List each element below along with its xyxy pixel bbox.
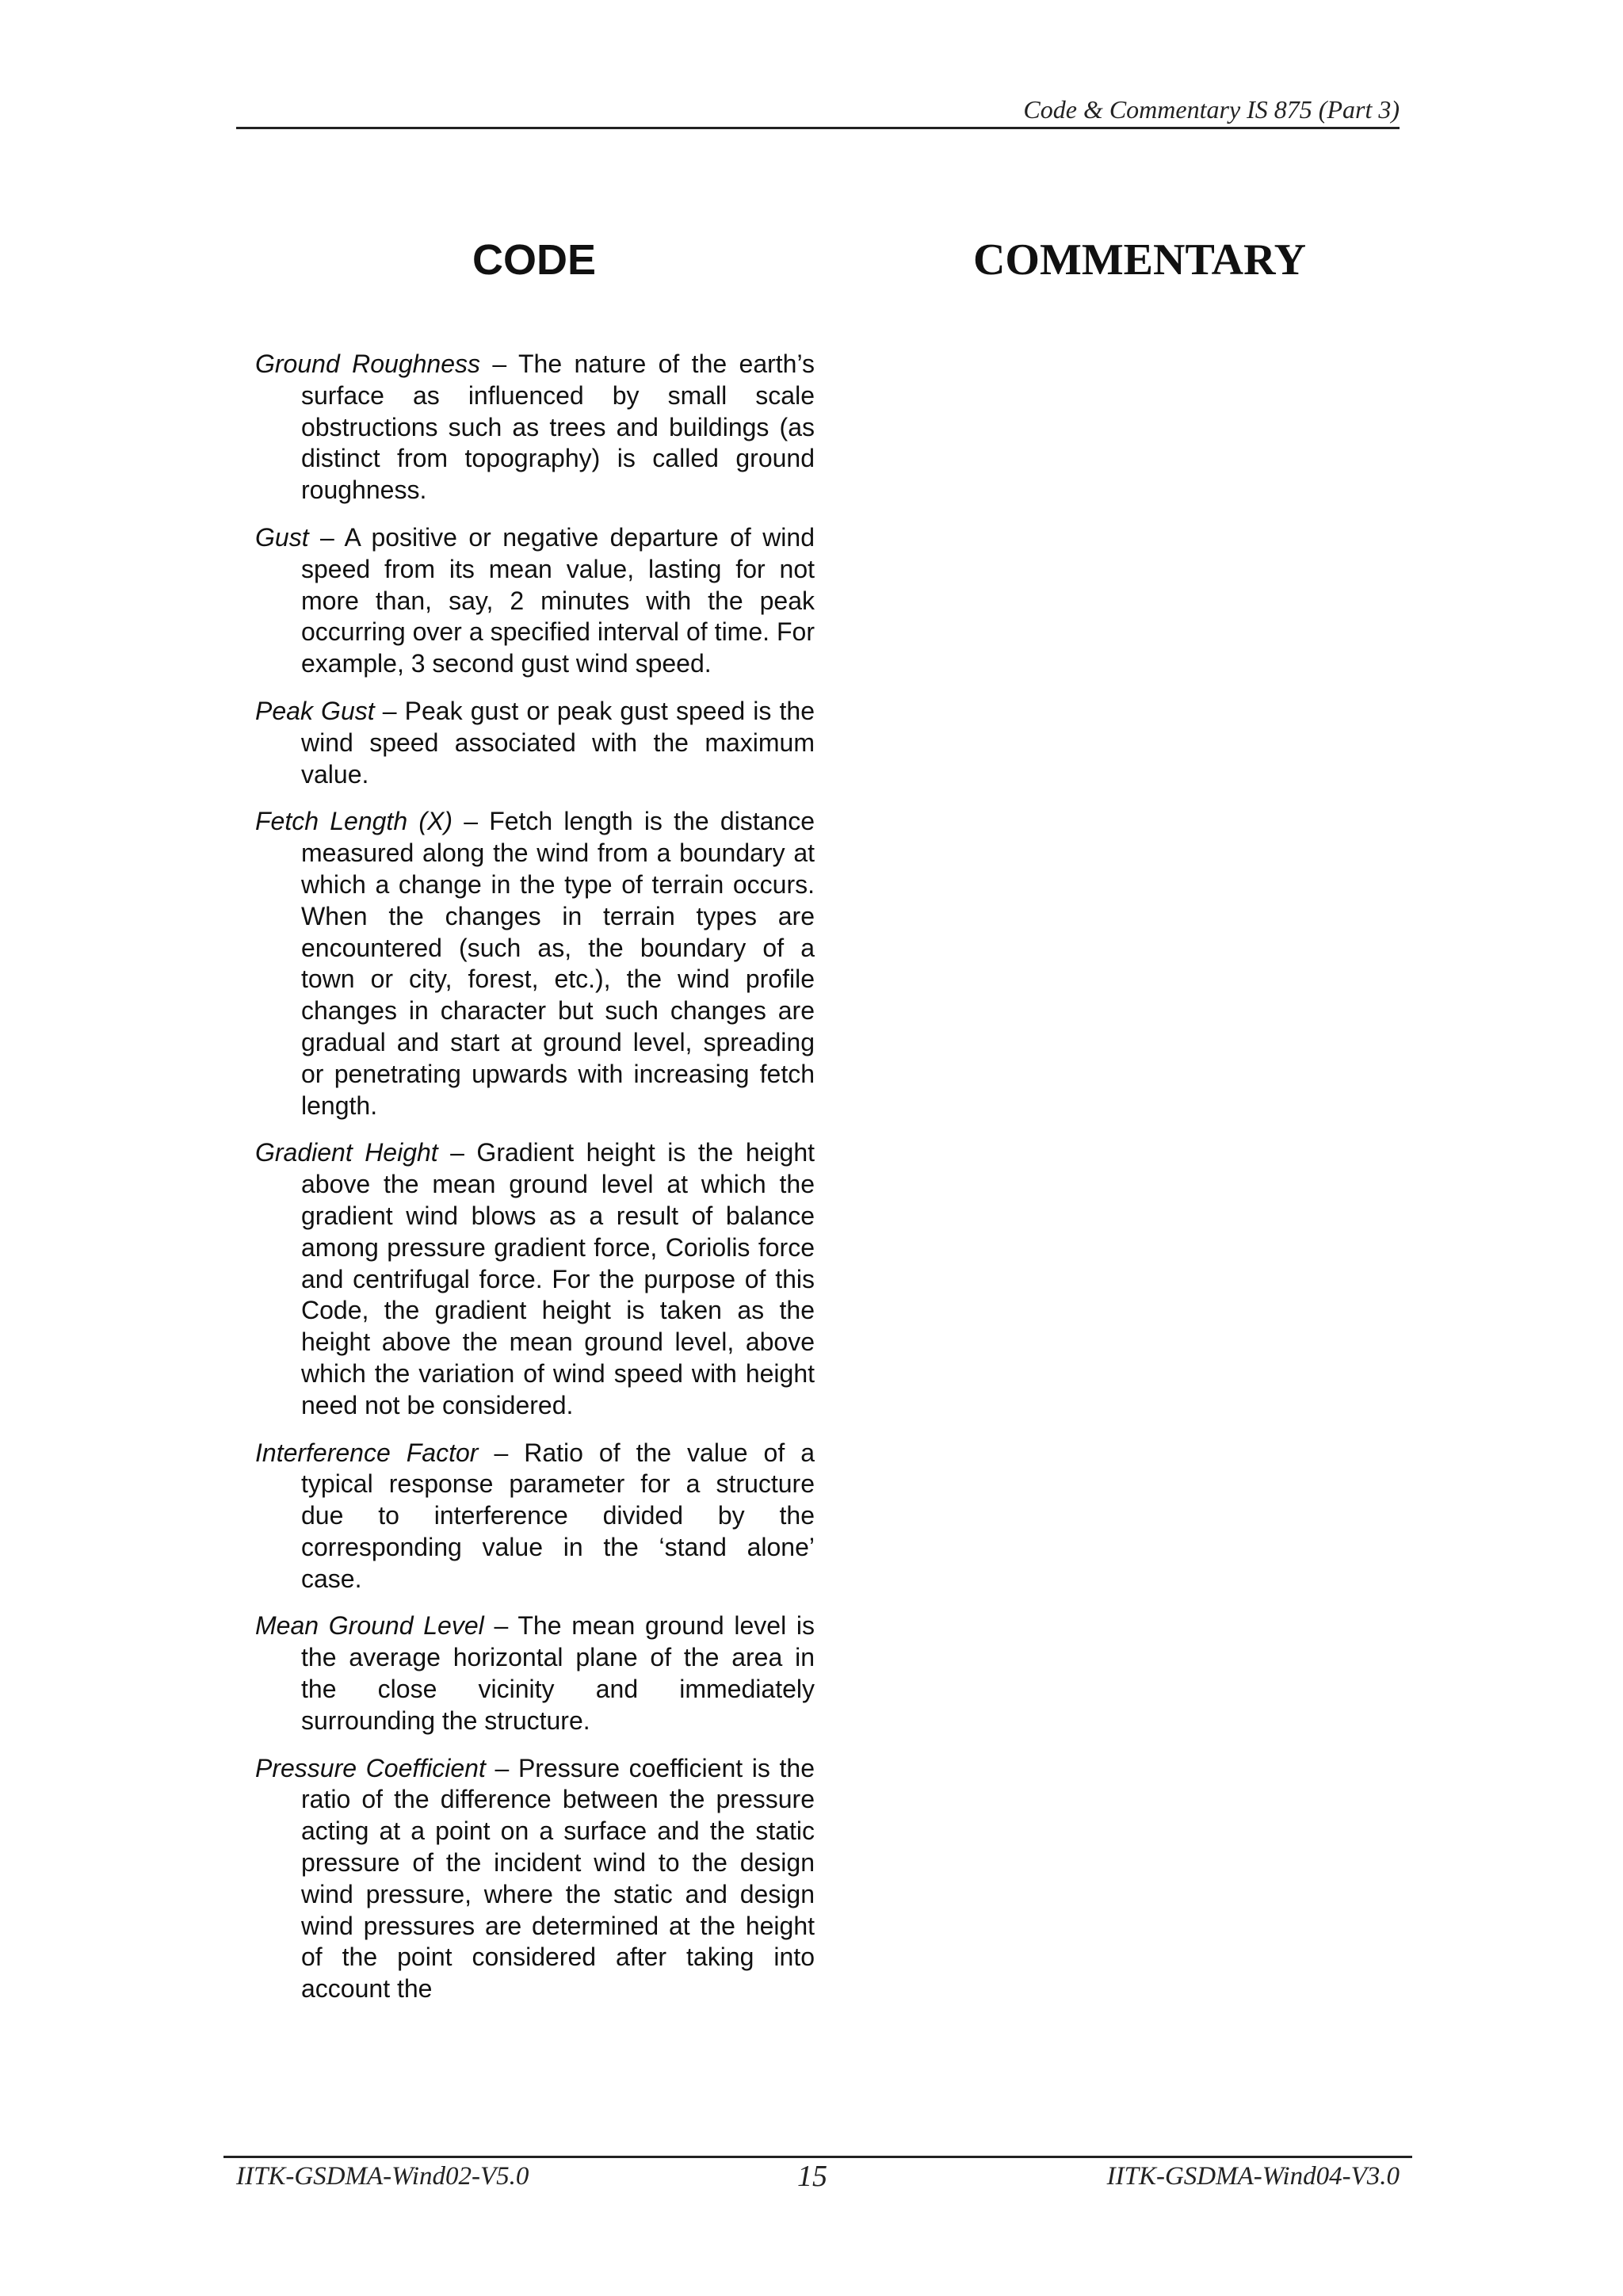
footer-left-doc-id: IITK-GSDMA-Wind02-V5.0 [236,2162,529,2191]
definition-pressure-coefficient [255,1753,815,2005]
definition-ground-roughness [255,349,815,506]
definition-term: Peak Gust [255,696,375,725]
definition-text: – The nature of the earth’s surface as influenced by small scale obstructions such as trees and buildings (as distinct from topography) is called ground roughness. [301,350,815,505]
definition-term: Interference Factor [255,1438,479,1467]
definition-mean-ground-level [255,1610,815,1736]
definition-text: – Ratio of the value of a typical response parameter for a structure due to interference divided by the corresponding value in the ‘stand alone’ case. [301,1438,815,1593]
definition-text: – The mean ground level is the average horizontal plane of the area in the close vicinity and immediately surrounding the structure. [301,1611,815,1735]
definition-term: Gradient Height [255,1138,438,1167]
page-number: 15 [797,2160,827,2193]
definition-text: – Fetch length is the distance measured along the wind from a boundary at which a change in the type of terrain occurs. When the changes in terrain types are encountered (such as, the boundary of a town or city, forest, etc.), the wind profile changes in character but such changes are gradual and start at ground level, spreading or penetrating upwards with increasing fetch length. [301,807,815,1120]
code-column [255,349,815,2021]
definition-gust [255,522,815,680]
header-rule [236,127,1400,129]
definition-peak-gust [255,696,815,790]
code-column-heading: CODE [472,236,596,284]
definition-gradient-height [255,1137,815,1421]
footer-rule [223,2156,1412,2158]
definition-text: – Gradient height is the height above the mean ground level at which the gradient wind blows as a result of balance among pressure gradient force, Coriolis force and centrifugal force. For the purpose of this Code, the gradient height is taken as the height above the mean ground level, above which the variation of wind speed with height need not be considered. [301,1138,815,1419]
commentary-column-heading: COMMENTARY [972,235,1307,285]
footer-right-doc-id: IITK-GSDMA-Wind04-V3.0 [1106,2162,1400,2191]
definition-term: Pressure Coefficient [255,1753,486,1782]
definition-term: Fetch Length (X) [255,807,453,836]
definition-text: – Peak gust or peak gust speed is the wind speed associated with the maximum value. [301,696,815,789]
definition-fetch-length [255,806,815,1121]
definition-text: – A positive or negative departure of wind speed from its mean value, lasting for not more than, say, 2 minutes with the peak occurring over a specified interval of time. For example, 3 second gust wind speed. [301,522,815,678]
running-header: Code & Commentary IS 875 (Part 3) [1023,95,1400,124]
definition-term: Ground Roughness [255,350,481,378]
definition-interference-factor [255,1438,815,1595]
definition-term: Mean Ground Level [255,1611,484,1641]
definition-text: – Pressure coefficient is the ratio of the difference between the pressure acting at a point on a surface and the static pressure of the incident wind to the design wind pressure, where the static and design wind pressures are determined at the height of the point considered after taking into account the [301,1753,815,2004]
definition-term: Gust [255,522,309,552]
